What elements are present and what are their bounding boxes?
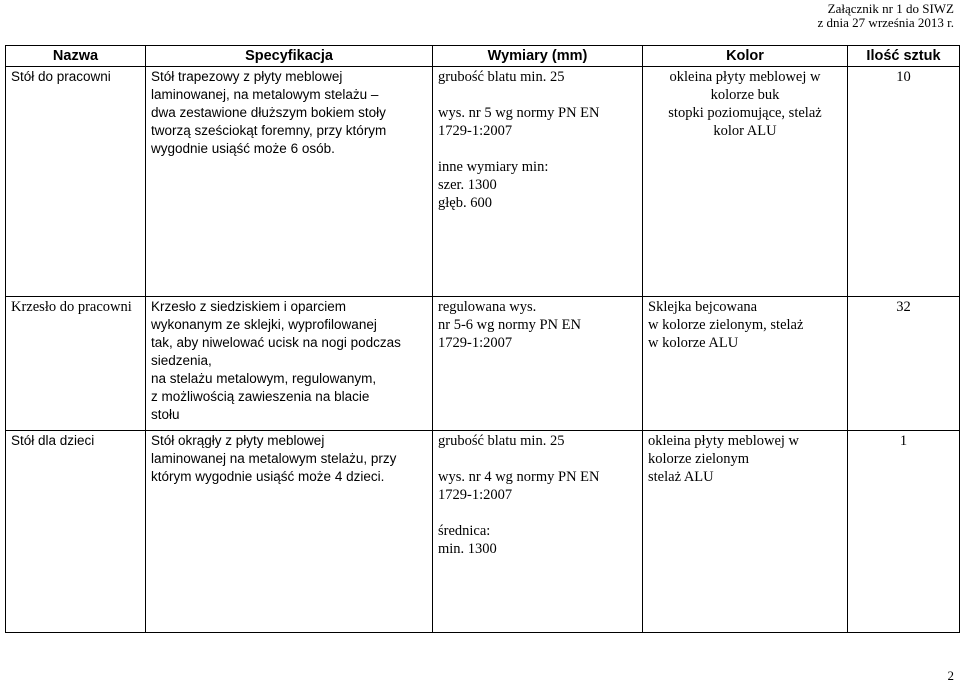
dim-line: średnica:: [438, 523, 491, 539]
item-qty: 1: [848, 431, 960, 633]
item-spec: [146, 297, 433, 431]
spec-line: z możliwością zawieszenia na blacie: [151, 389, 370, 404]
item-color: [643, 297, 848, 431]
table-row: [6, 431, 960, 633]
color-line: w kolorze ALU: [648, 335, 739, 351]
table-row: [6, 67, 960, 297]
dim-line: [438, 86, 637, 104]
header-qty: Ilość sztuk: [848, 46, 960, 67]
dim-line: grubość blatu min. 25: [438, 433, 565, 449]
header-spec: Specyfikacja: [146, 46, 433, 67]
color-line: kolorze buk: [710, 87, 780, 103]
item-dims: [433, 431, 643, 633]
dim-line: wys. nr 5 wg normy PN EN: [438, 105, 600, 121]
header-color: Kolor: [643, 46, 848, 67]
annex-line-1: Załącznik nr 1 do SIWZ: [827, 1, 954, 16]
dim-line: wys. nr 4 wg normy PN EN: [438, 469, 600, 485]
spec-line: wygodnie usiąść może 6 osób.: [151, 141, 335, 156]
specification-table: [5, 45, 960, 633]
spec-line: laminowanej, na metalowym stelażu –: [151, 87, 379, 102]
dim-line: regulowana wys.: [438, 299, 537, 315]
item-name: Stół dla dzieci: [6, 431, 146, 633]
dim-line: głęb. 600: [438, 195, 492, 211]
item-dims: [433, 67, 643, 297]
dim-line: [438, 140, 637, 158]
dim-line: 1729-1:2007: [438, 487, 513, 503]
spec-line: tworzą sześciokąt foremny, przy którym: [151, 123, 387, 138]
spec-line: na stelażu metalowym, regulowanym,: [151, 371, 377, 386]
color-line: kolor ALU: [713, 123, 777, 139]
item-color: [643, 67, 848, 297]
color-line: kolorze zielonym: [648, 451, 750, 467]
color-line: stopki poziomujące, stelaż: [668, 105, 822, 121]
dim-line: [438, 504, 637, 522]
dim-line: grubość blatu min. 25: [438, 69, 565, 85]
dim-line: 1729-1:2007: [438, 123, 513, 139]
color-line: Sklejka bejcowana: [648, 299, 758, 315]
dim-line: min. 1300: [438, 541, 497, 557]
spec-line: tak, aby niwelować ucisk na nogi podczas: [151, 335, 401, 350]
color-line: stelaż ALU: [648, 469, 714, 485]
item-qty: 32: [848, 297, 960, 431]
spec-line: Krzesło z siedziskiem i oparciem: [151, 299, 347, 314]
spec-line: siedzenia,: [151, 353, 212, 368]
item-name: Krzesło do pracowni: [6, 297, 146, 431]
color-line: okleina płyty meblowej w: [648, 433, 800, 449]
spec-line: laminowanej na metalowym stelażu, przy: [151, 451, 397, 466]
spec-line: Stół okrągły z płyty meblowej: [151, 433, 325, 448]
header-name: Nazwa: [6, 46, 146, 67]
page-number: 2: [947, 668, 954, 683]
dim-line: [438, 450, 637, 468]
dim-line: 1729-1:2007: [438, 335, 513, 351]
table-row: [6, 297, 960, 431]
dim-line: inne wymiary min:: [438, 159, 549, 175]
dim-line: szer. 1300: [438, 177, 497, 193]
spec-line: stołu: [151, 407, 180, 422]
dim-line: nr 5-6 wg normy PN EN: [438, 317, 581, 333]
annex-line-2: z dnia 27 września 2013 r.: [817, 15, 954, 30]
item-color: [643, 431, 848, 633]
spec-line: którym wygodnie usiąść może 4 dzieci.: [151, 469, 385, 484]
spec-line: dwa zestawione dłuższym bokiem stoły: [151, 105, 386, 120]
item-dims: [433, 297, 643, 431]
spec-line: Stół trapezowy z płyty meblowej: [151, 69, 343, 84]
item-qty: 10: [848, 67, 960, 297]
header-dims: Wymiary (mm): [433, 46, 643, 67]
spec-line: wykonanym ze sklejki, wyprofilowanej: [151, 317, 377, 332]
item-spec: [146, 431, 433, 633]
header-row: [6, 46, 960, 67]
item-name: Stół do pracowni: [6, 67, 146, 297]
color-line: okleina płyty meblowej w: [669, 69, 821, 85]
annex-note: [818, 2, 954, 30]
color-line: w kolorze zielonym, stelaż: [648, 317, 804, 333]
item-spec: [146, 67, 433, 297]
